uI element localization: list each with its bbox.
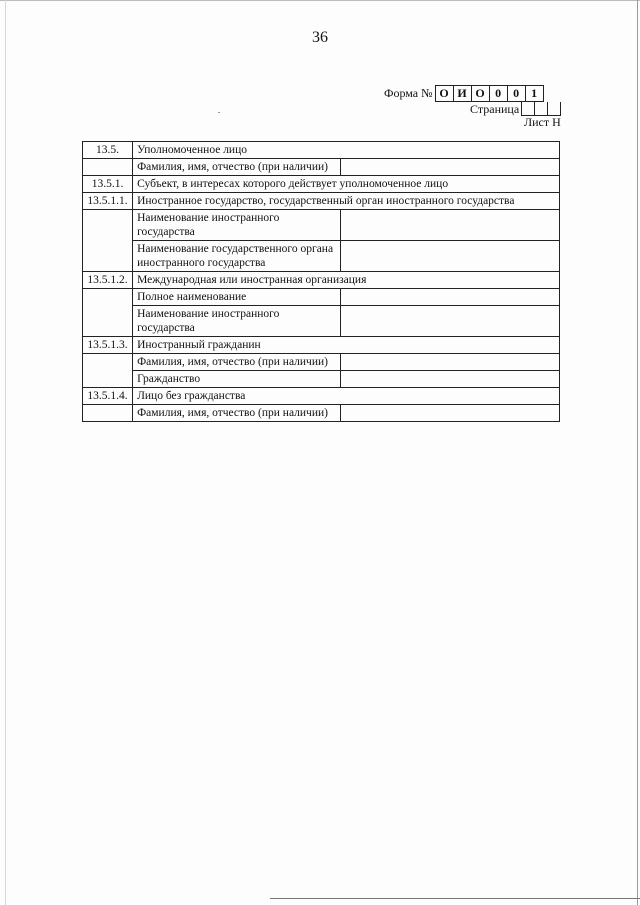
table-row <box>83 337 560 354</box>
section-title: Иностранное государство, государственный орган иностранного государства <box>133 193 560 210</box>
page-field-boxes[interactable] <box>521 102 561 116</box>
form-code-char: И <box>454 86 472 101</box>
row-number-empty <box>83 405 133 422</box>
page-edge-left <box>5 0 6 905</box>
page-edge-top <box>0 0 640 1</box>
field-value-cell[interactable] <box>340 405 559 422</box>
page-field-label: Страница <box>470 101 520 116</box>
table-row <box>83 176 560 193</box>
row-number: 13.5.1.3. <box>83 337 133 354</box>
field-label: Наименование иностранного государства <box>133 210 340 241</box>
field-label: Фамилия, имя, отчество (при наличии) <box>133 405 340 422</box>
page-edge-bottom <box>270 898 640 899</box>
field-value-cell[interactable] <box>340 159 559 176</box>
field-label: Гражданство <box>133 371 340 388</box>
form-code-char: О <box>436 86 454 101</box>
table-row <box>83 388 560 405</box>
table-row <box>83 354 560 371</box>
section-title: Уполномоченное лицо <box>133 142 560 159</box>
table-row <box>83 241 560 272</box>
form-code-char: 1 <box>531 86 538 100</box>
field-value-cell[interactable] <box>340 371 559 388</box>
form-code-boxes <box>435 85 544 102</box>
field-value-cell[interactable] <box>340 289 559 306</box>
field-label: Фамилия, имя, отчество (при наличии) <box>133 354 340 371</box>
page-field-box[interactable] <box>535 102 548 115</box>
table-row <box>83 210 560 241</box>
table-row <box>83 142 560 159</box>
section-title: Иностранный гражданин <box>133 337 560 354</box>
table-row <box>83 159 560 176</box>
section-title: Субъект, в интересах которого действует уполномоченное лицо <box>133 176 560 193</box>
page-field-box[interactable] <box>522 102 535 115</box>
field-value-cell[interactable] <box>340 354 559 371</box>
row-number-empty <box>83 210 133 272</box>
page-number: 36 <box>312 29 328 46</box>
field-value-cell[interactable] <box>340 306 559 337</box>
form-number-label: Форма № <box>384 86 433 100</box>
row-number-empty <box>83 159 133 176</box>
row-number-empty <box>83 289 133 337</box>
field-value-cell[interactable] <box>340 241 559 272</box>
scan-speck <box>218 112 220 113</box>
table-row <box>83 193 560 210</box>
table-row <box>83 272 560 289</box>
page-field-line <box>470 102 561 116</box>
row-number: 13.5.1.1. <box>83 193 133 210</box>
table-row <box>83 306 560 337</box>
page-field-box[interactable] <box>548 102 560 115</box>
sheet-label: Лист Н <box>524 115 561 129</box>
section-title: Международная или иностранная организация <box>133 272 560 289</box>
row-number: 13.5.1.2. <box>83 272 133 289</box>
form-code-char: О <box>472 86 490 101</box>
form-code-char: 0 <box>508 86 526 101</box>
row-number: 13.5. <box>83 142 133 159</box>
section-title: Лицо без гражданства <box>133 388 560 405</box>
form-code-char: 0 <box>490 86 508 101</box>
field-label: Наименование иностранного государства <box>133 306 340 337</box>
field-label: Полное наименование <box>133 289 340 306</box>
form-table <box>82 141 560 422</box>
field-value-cell[interactable] <box>340 210 559 241</box>
page-edge-right <box>637 0 638 905</box>
table-row <box>83 371 560 388</box>
form-number-line <box>384 85 544 102</box>
field-label: Фамилия, имя, отчество (при наличии) <box>133 159 340 176</box>
table-row <box>83 289 560 306</box>
table-row <box>83 405 560 422</box>
field-label: Наименование государственного органа иностранного государства <box>133 241 340 272</box>
row-number-empty <box>83 354 133 388</box>
row-number: 13.5.1.4. <box>83 388 133 405</box>
row-number: 13.5.1. <box>83 176 133 193</box>
